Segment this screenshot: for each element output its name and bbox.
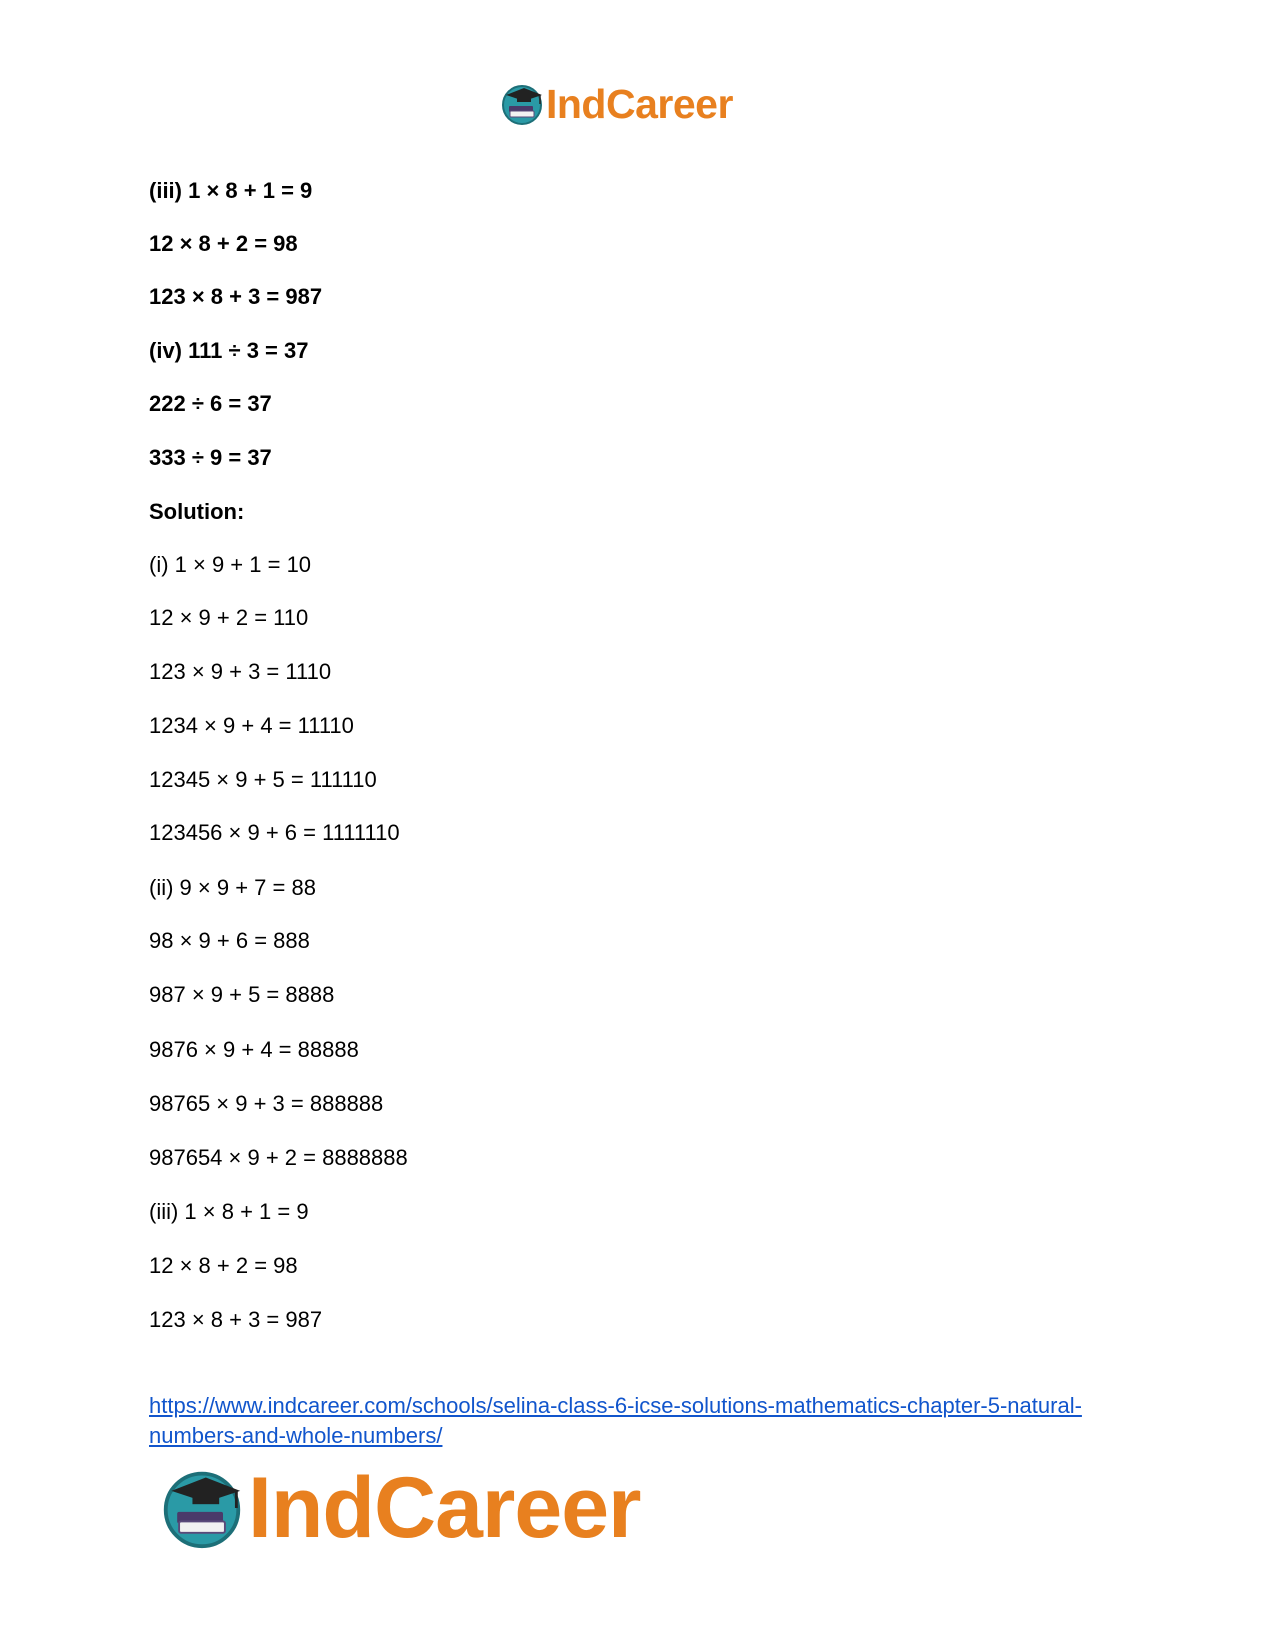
solution-line: 123456 × 9 + 6 = 1111110 — [149, 820, 400, 845]
graduation-cap-books-globe-icon — [160, 1466, 244, 1550]
solution-line: 12 × 8 + 2 = 98 — [149, 1253, 298, 1278]
solution-line: 123 × 8 + 3 = 987 — [149, 1307, 323, 1332]
solution-line: 1234 × 9 + 4 = 11110 — [149, 713, 354, 738]
header-logo-text: IndCareer — [546, 80, 733, 127]
question-line: 123 × 8 + 3 = 987 — [149, 284, 323, 309]
solution-line: 123 × 9 + 3 = 1110 — [149, 659, 332, 684]
solution-line: 98 × 9 + 6 = 888 — [149, 928, 310, 953]
solution-line: 12345 × 9 + 5 = 111110 — [149, 767, 377, 792]
solution-line: 987 × 9 + 5 = 8888 — [149, 982, 335, 1007]
graduation-cap-books-globe-icon — [500, 82, 544, 126]
question-line: (iv) 111 ÷ 3 = 37 — [149, 338, 309, 363]
solution-line: 12 × 9 + 2 = 110 — [149, 605, 309, 630]
question-line: 222 ÷ 6 = 37 — [149, 391, 272, 416]
question-line: (iii) 1 × 8 + 1 = 9 — [149, 178, 313, 203]
question-line: 12 × 8 + 2 = 98 — [149, 231, 298, 256]
solution-line: 9876 × 9 + 4 = 88888 — [149, 1037, 359, 1062]
solution-line: (ii) 9 × 9 + 7 = 88 — [149, 875, 316, 900]
solution-line: 987654 × 9 + 2 = 8888888 — [149, 1145, 408, 1170]
header-logo — [500, 78, 733, 130]
solution-heading: Solution: — [149, 499, 245, 524]
footer-logo — [160, 1460, 641, 1556]
source-link[interactable]: https://www.indcareer.com/schools/selina-class-6-icse-solutions-mathematics-chapter-5-natural-numbers-and-whole-numbers/ — [149, 1393, 1082, 1448]
solution-line: (i) 1 × 9 + 1 = 10 — [149, 552, 312, 577]
solution-line: 98765 × 9 + 3 = 888888 — [149, 1091, 384, 1116]
question-line: 333 ÷ 9 = 37 — [149, 445, 272, 470]
solution-line: (iii) 1 × 8 + 1 = 9 — [149, 1199, 309, 1224]
footer-logo-text: IndCareer — [248, 1460, 641, 1556]
